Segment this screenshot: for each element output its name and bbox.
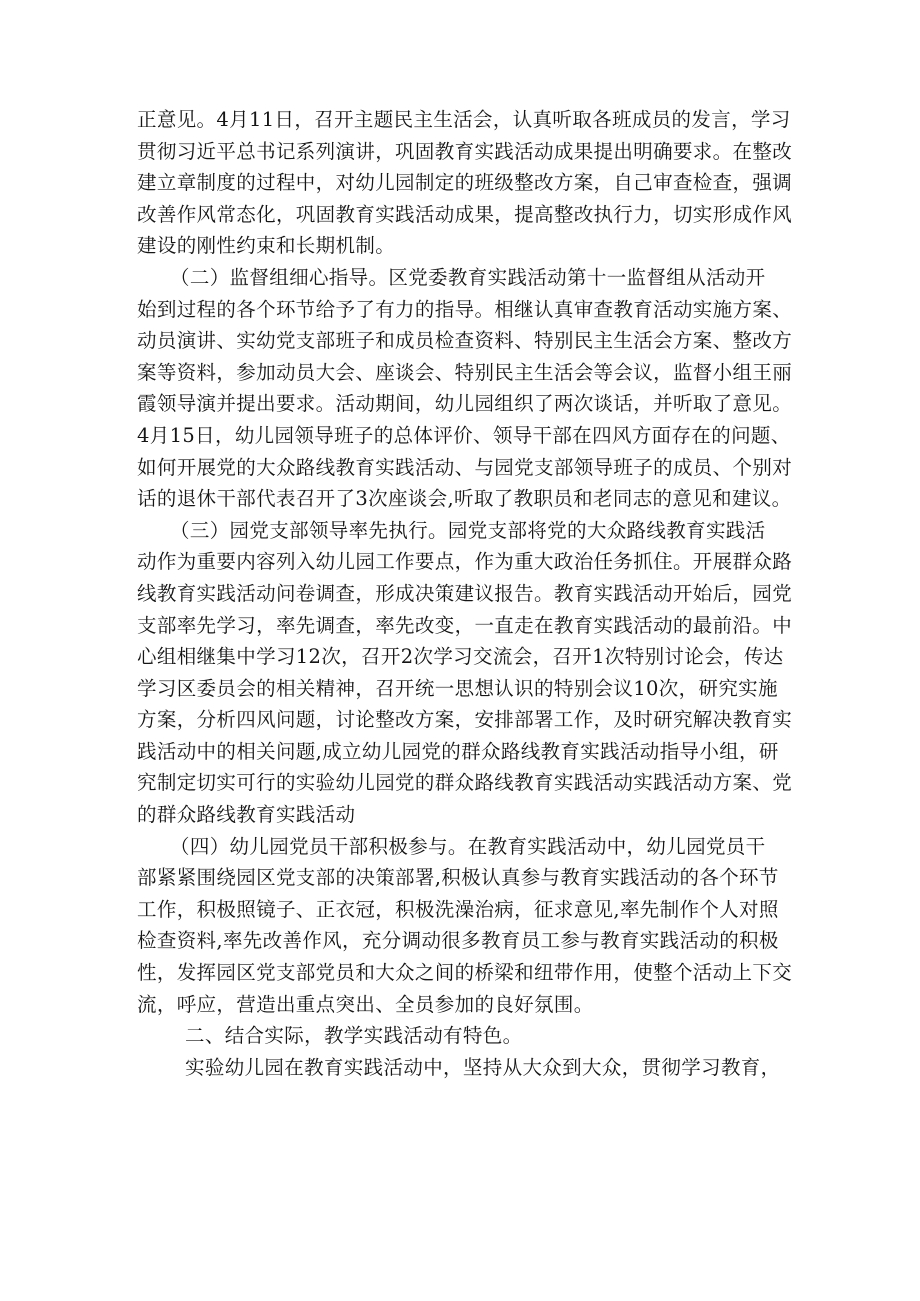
- document-body: [137, 104, 793, 1083]
- text-line: 学习区委员会的相关精神，召开统一思想认识的特别会议10次，研究实施: [137, 676, 778, 700]
- text-line: 霞领导演并提出要求。活动期间，幼儿园组织了两次谈话，并听取了意见。: [137, 392, 793, 416]
- text-line: 动作为重要内容列入幼儿园工作要点，作为重大政治任务抓住。开展群众路: [137, 550, 793, 574]
- text-line: 检查资料,率先改善作风，充分调动很多教育员工参与教育实践活动的积极: [137, 929, 779, 953]
- text-line: 始到过程的各个环节给予了有力的指导。相继认真审查教育活动实施方案、: [137, 297, 793, 321]
- text-line: 工作，积极照镜子、正衣冠，积极洗澡治病，征求意见,率先制作个人对照: [137, 897, 779, 921]
- text-line: 4月15日，幼儿园领导班子的总体评价、领导干部在四风方面存在的问题、: [137, 423, 791, 447]
- text-line: 实验幼儿园在教育实践活动中，坚持从大众到大众，贯彻学习教育，: [185, 1055, 781, 1079]
- text-line: 性，发挥园区党支部党员和大众之间的桥梁和纽带作用，使整个活动上下交: [137, 961, 793, 985]
- text-line: 改善作风常态化，巩固教育实践活动成果，提高整改执行力，切实形成作风: [137, 202, 793, 226]
- text-line: 部紧紧围绕园区党支部的决策部署,积极认真参与教育实践活动的各个环节: [137, 866, 779, 890]
- text-line: 的群众路线教育实践活动: [137, 803, 356, 827]
- text-line: 建立章制度的过程中，对幼儿园制定的班级整改方案，自己审查检查，强调: [137, 171, 793, 195]
- text-line: 案等资料，参加动员大会、座谈会、特别民主生活会等会议，监督小组王丽: [137, 360, 793, 384]
- section-heading-2: （二）监督组细心指导。区党委教育实践活动第十一监督组从活动开: [170, 265, 766, 289]
- main-heading-2: 二、结合实际，教学实践活动有特色。: [185, 1024, 523, 1048]
- text-line: 话的退休干部代表召开了3次座谈会,听取了教职员和老同志的意见和建议。: [137, 487, 792, 511]
- text-line: 心组相继集中学习12次，召开2次学习交流会，召开1次特别讨论会，传达: [137, 645, 784, 669]
- text-line: 流，呼应，营造出重点突出、全员参加的良好氛围。: [137, 992, 594, 1016]
- text-line: 正意见。4月11日，召开主题民主生活会，认真听取各班成员的发言，学习: [137, 108, 791, 131]
- section-heading-4: （四）幼儿园党员干部积极参与。在教育实践活动中，幼儿园党员干: [170, 834, 766, 858]
- text-line: 贯彻习近平总书记系列演讲，巩固教育实践活动成果提出明确要求。在整改: [137, 139, 793, 163]
- text-line: 支部率先学习，率先调查，率先改变，一直走在教育实践活动的最前沿。中: [137, 613, 793, 637]
- text-line: 建设的刚性约束和长期机制。: [137, 234, 396, 258]
- text-line: 线教育实践活动问卷调查，形成决策建议报告。教育实践活动开始后，园党: [137, 581, 793, 605]
- text-line: 究制定切实可行的实验幼儿园党的群众路线教育实践活动实践活动方案、党: [137, 771, 793, 795]
- section-heading-3: （三）园党支部领导率先执行。园党支部将党的大众路线教育实践活: [170, 518, 766, 542]
- text-line: 践活动中的相关问题,成立幼儿园党的群众路线教育实践活动指导小组，研: [137, 739, 779, 763]
- text-line: 如何开展党的大众路线教育实践活动、与园党支部领导班子的成员、个别对: [137, 455, 793, 479]
- text-line: 动员演讲、实幼党支部班子和成员检查资料、特别民主生活会方案、整改方: [137, 329, 793, 353]
- text-line: 方案，分析四风问题，讨论整改方案，安排部署工作，及时研究解决教育实: [137, 708, 793, 732]
